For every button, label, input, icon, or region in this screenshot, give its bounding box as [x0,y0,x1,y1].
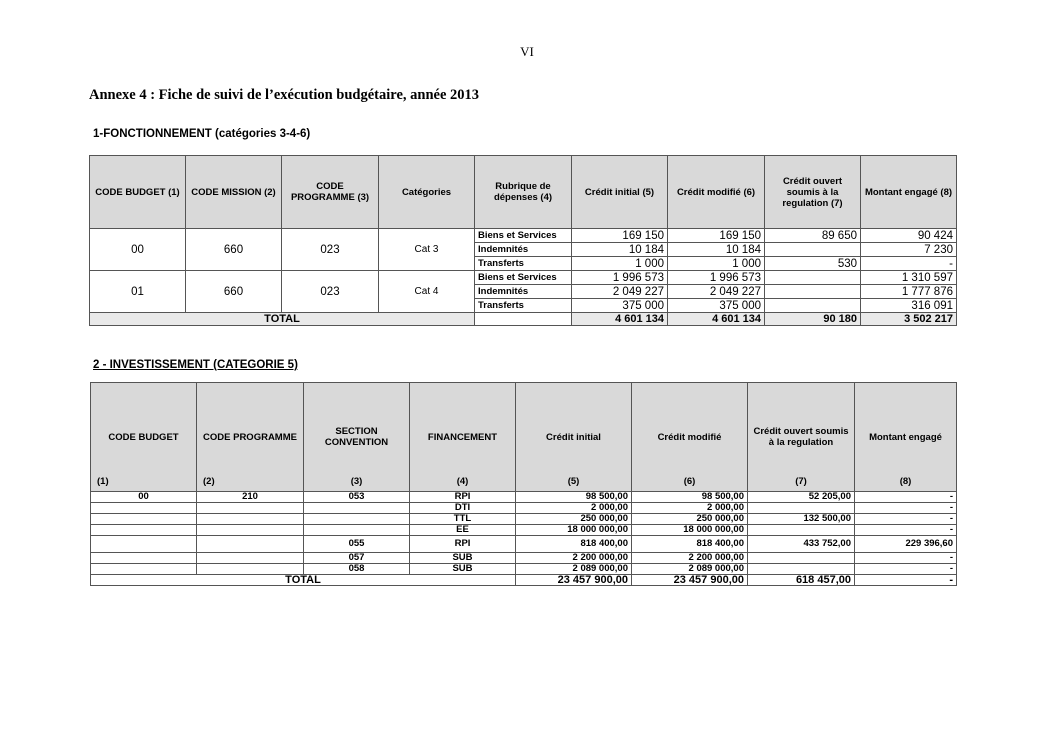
code-mission-cell: 660 [186,271,282,313]
total-montant-engage: 3 502 217 [861,313,957,326]
header-credit-modifie [632,383,748,492]
code-programme-cell: 023 [282,271,379,313]
credit-ouvert-cell [748,503,855,514]
credit-modifie-cell: 2 000,00 [632,503,748,514]
section2-title: 2 - INVESTISSEMENT (CATEGORIE 5) [93,359,298,371]
rubrique-cell: Indemnités [475,243,572,257]
total-row [91,575,957,586]
table-row [91,525,957,536]
section-cell [304,503,410,514]
code-programme-cell [197,503,304,514]
section-cell: 058 [304,564,410,575]
financement-cell: DTI [410,503,516,514]
total-credit-modifie: 23 457 900,00 [632,575,748,586]
header-label: FINANCEMENT [427,431,498,443]
financement-cell: SUB [410,553,516,564]
credit-modifie-cell: 1 996 573 [668,271,765,285]
total-credit-initial: 23 457 900,00 [516,575,632,586]
rubrique-cell: Transferts [475,257,572,271]
header-credit-ouvert: Crédit ouvert soumis à la regulation (7) [765,156,861,229]
header-index: (7) [795,476,807,487]
header-code-budget: CODE BUDGET (1) [90,156,186,229]
header-code-budget [91,383,197,492]
header-credit-modifie: Crédit modifié (6) [668,156,765,229]
page-number: VI [520,44,534,59]
financement-cell: RPI [410,492,516,503]
header-index: (3) [350,476,363,487]
table-row [91,536,957,553]
table-row [91,503,957,514]
montant-engage-cell: - [855,553,957,564]
code-budget-cell [91,553,197,564]
section1-title: 1-FONCTIONNEMENT (catégories 3-4-6) [93,128,311,140]
montant-engage-cell: 229 396,60 [855,536,957,553]
credit-modifie-cell: 10 184 [668,243,765,257]
montant-engage-cell: - [861,257,957,271]
financement-cell: EE [410,525,516,536]
credit-initial-cell: 2 200 000,00 [516,553,632,564]
credit-initial-cell: 1 996 573 [572,271,668,285]
investissement-table [90,382,957,586]
total-credit-ouvert: 618 457,00 [748,575,855,586]
header-montant-engage [855,383,957,492]
credit-ouvert-cell: 132 500,00 [748,514,855,525]
rubrique-cell: Biens et Services [475,271,572,285]
credit-initial-cell: 1 000 [572,257,668,271]
section-cell: 053 [304,492,410,503]
credit-modifie-cell: 1 000 [668,257,765,271]
total-row [90,313,957,326]
code-programme-cell: 210 [197,492,304,503]
code-programme-cell: 023 [282,229,379,271]
header-code-programme: CODE PROGRAMME (3) [282,156,379,229]
credit-ouvert-cell [765,285,861,299]
credit-initial-cell: 250 000,00 [516,514,632,525]
total-credit-modifie: 4 601 134 [668,313,765,326]
credit-ouvert-cell [765,243,861,257]
credit-initial-cell: 2 000,00 [516,503,632,514]
header-label: CODE PROGRAMME [203,431,297,443]
rubrique-cell: Biens et Services [475,229,572,243]
section-cell [304,525,410,536]
code-budget-cell: 01 [90,271,186,313]
total-label: TOTAL [90,313,475,326]
code-programme-cell [197,525,304,536]
credit-modifie-cell: 2 089 000,00 [632,564,748,575]
montant-engage-cell: 316 091 [861,299,957,313]
credit-initial-cell: 2 049 227 [572,285,668,299]
categorie-cell: Cat 3 [379,229,475,271]
header-label: Crédit initial [546,431,601,443]
total-montant-engage: - [855,575,957,586]
code-budget-cell [91,503,197,514]
header-index: (4) [456,476,469,487]
table-row [90,229,957,243]
header-credit-initial [516,383,632,492]
credit-modifie-cell: 169 150 [668,229,765,243]
montant-engage-cell: - [855,492,957,503]
credit-modifie-cell: 98 500,00 [632,492,748,503]
header-label: Crédit modifié [657,431,722,443]
code-budget-cell [91,564,197,575]
header-financement [410,383,516,492]
header-label: Crédit ouvert soumis à la regulation [753,426,849,448]
financement-cell: RPI [410,536,516,553]
code-budget-cell [91,536,197,553]
credit-ouvert-cell [748,553,855,564]
header-index: (2) [203,476,215,487]
credit-modifie-cell: 2 049 227 [668,285,765,299]
rubrique-cell: Indemnités [475,285,572,299]
header-code-programme [197,383,304,492]
header-rubrique: Rubrique de dépenses (4) [475,156,572,229]
credit-initial-cell: 169 150 [572,229,668,243]
code-budget-cell [91,525,197,536]
header-credit-initial: Crédit initial (5) [572,156,668,229]
credit-initial-cell: 818 400,00 [516,536,632,553]
financement-cell: TTL [410,514,516,525]
total-label: TOTAL [91,575,516,586]
credit-initial-cell: 375 000 [572,299,668,313]
montant-engage-cell: - [855,514,957,525]
fonctionnement-table [89,155,957,326]
table-header-row [91,383,957,492]
credit-modifie-cell: 818 400,00 [632,536,748,553]
code-programme-cell [197,553,304,564]
code-mission-cell: 660 [186,229,282,271]
categorie-cell: Cat 4 [379,271,475,313]
section-cell [304,514,410,525]
header-index: (1) [97,476,109,487]
montant-engage-cell: 1 310 597 [861,271,957,285]
montant-engage-cell: 7 230 [861,243,957,257]
header-label: Montant engagé [869,431,942,443]
header-label: CODE BUDGET [108,431,179,443]
credit-initial-cell: 98 500,00 [516,492,632,503]
header-label: SECTION CONVENTION [324,426,389,448]
section-cell: 057 [304,553,410,564]
credit-initial-cell: 2 089 000,00 [516,564,632,575]
credit-modifie-cell: 18 000 000,00 [632,525,748,536]
code-programme-cell [197,514,304,525]
montant-engage-cell: 1 777 876 [861,285,957,299]
total-blank-cell [475,313,572,326]
montant-engage-cell: 90 424 [861,229,957,243]
credit-modifie-cell: 2 200 000,00 [632,553,748,564]
credit-ouvert-cell [765,271,861,285]
table-row [91,564,957,575]
header-categories: Catégories [379,156,475,229]
code-programme-cell [197,564,304,575]
credit-ouvert-cell [748,564,855,575]
credit-ouvert-cell [748,525,855,536]
code-programme-cell [197,536,304,553]
total-credit-initial: 4 601 134 [572,313,668,326]
section-cell: 055 [304,536,410,553]
code-budget-cell [91,514,197,525]
montant-engage-cell: - [855,564,957,575]
credit-initial-cell: 18 000 000,00 [516,525,632,536]
total-credit-ouvert: 90 180 [765,313,861,326]
montant-engage-cell: - [855,525,957,536]
header-section-convention [304,383,410,492]
credit-ouvert-cell: 52 205,00 [748,492,855,503]
financement-cell: SUB [410,564,516,575]
rubrique-cell: Transferts [475,299,572,313]
header-index: (6) [683,476,696,487]
table-row [90,271,957,285]
credit-ouvert-cell [765,299,861,313]
table-row [91,553,957,564]
code-budget-cell: 00 [91,492,197,503]
credit-ouvert-cell: 89 650 [765,229,861,243]
credit-ouvert-cell: 530 [765,257,861,271]
annex-title: Annexe 4 : Fiche de suivi de l’exécution budgétaire, année 2013 [89,87,480,103]
table-row [91,514,957,525]
code-budget-cell: 00 [90,229,186,271]
credit-modifie-cell: 250 000,00 [632,514,748,525]
header-code-mission: CODE MISSION (2) [186,156,282,229]
header-index: (8) [899,476,912,487]
credit-modifie-cell: 375 000 [668,299,765,313]
header-montant-engage: Montant engagé (8) [861,156,957,229]
header-credit-ouvert [748,383,855,492]
table-header-row [90,156,957,229]
table-row [91,492,957,503]
header-index: (5) [567,476,580,487]
credit-ouvert-cell: 433 752,00 [748,536,855,553]
credit-initial-cell: 10 184 [572,243,668,257]
montant-engage-cell: - [855,503,957,514]
